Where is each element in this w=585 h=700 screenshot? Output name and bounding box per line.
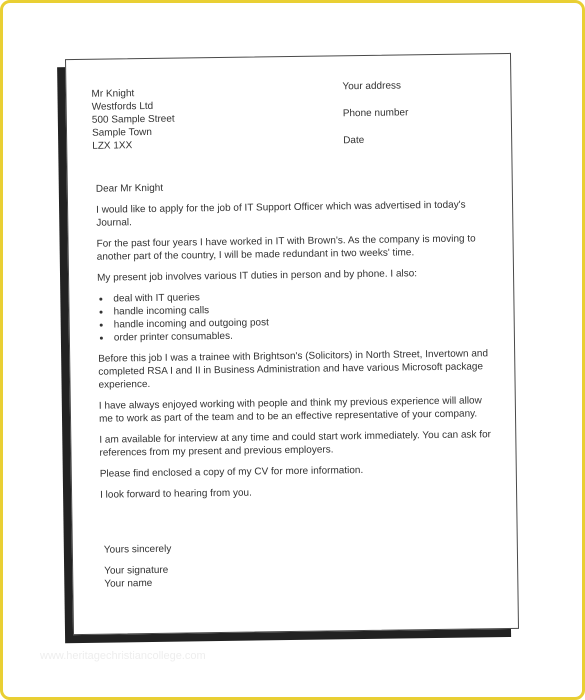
paragraph-closing: I look forward to hearing from you. (100, 487, 252, 501)
recipient-town: Sample Town (91, 126, 152, 139)
letter-body (96, 177, 493, 509)
list-item: • deal with IT queries (111, 287, 489, 305)
paragraph-teamwork: I have always enjoyed working with people and think my previous experience will allow me to work as part of the team and to be an effective representative of your company. (98, 395, 482, 425)
recipient-company: Westfords Ltd (91, 100, 154, 113)
signature-placeholder: Your signature (104, 564, 169, 577)
sender-phone: Phone number (342, 107, 409, 120)
name-placeholder: Your name (104, 577, 153, 590)
paragraph-training: Before this job I was a trainee with Brightson's (Solicitors) in North Street, Invertown and completed RSA I and II in Business Administration and have various Microsoft package experience. (98, 348, 489, 391)
list-item: • order printer consumables. (112, 326, 490, 344)
watermark-text: www.heritagechristiancollege.com (40, 650, 206, 662)
list-item: • handle incoming calls (111, 300, 489, 318)
paragraph-availability: I am available for interview at any time and could start work immediately. You can ask for references from my present and previous employers. (99, 429, 492, 459)
recipient-address (91, 85, 292, 153)
letter-date: Date (343, 134, 365, 147)
paragraph-cv: Please find enclosed a copy of my CV for more information. (99, 465, 364, 480)
sender-details (342, 78, 493, 161)
valediction: Yours sincerely (103, 543, 172, 556)
paragraph-duties-intro: My present job involves various IT duties in person and by phone. I also: (96, 268, 418, 284)
salutation: Dear Mr Knight (95, 182, 164, 195)
recipient-street: 500 Sample Street (91, 113, 175, 126)
duties-list (97, 287, 490, 344)
list-item: • handle incoming and outgoing post (112, 313, 490, 331)
paragraph-intro: I would like to apply for the job of IT Support Officer which was advertised in today's Journal. (96, 199, 466, 229)
recipient-name: Mr Knight (91, 88, 135, 100)
letter-closing (104, 541, 305, 591)
sender-address: Your address (342, 80, 402, 93)
letter-page (65, 53, 519, 635)
recipient-postcode: LZX 1XX (92, 140, 133, 152)
paragraph-experience: For the past four years I have worked in IT with Brown's. As the company is moving to another part of the country, I will be made redundant in two weeks' time. (96, 233, 476, 263)
